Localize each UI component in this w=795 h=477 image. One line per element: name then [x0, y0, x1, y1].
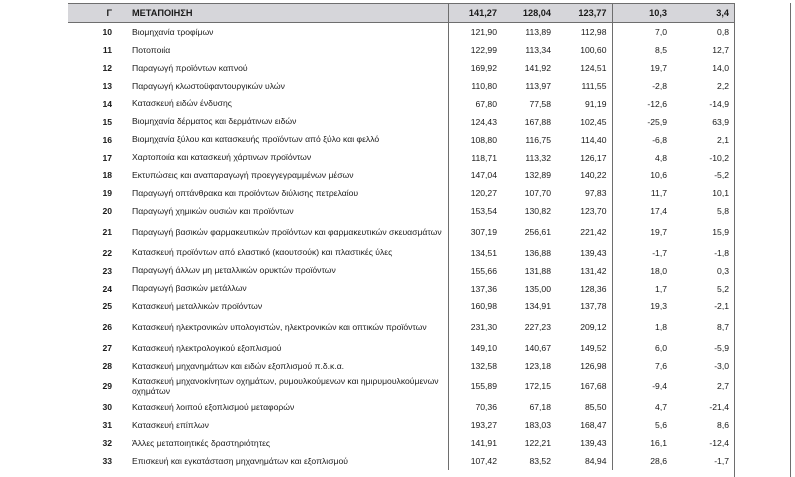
row-label: Κατασκευή ηλεκτρονικών υπολογιστών, ηλεκτρονικών και οπτικών προϊόντων: [118, 315, 448, 338]
table-row: [68, 113, 734, 131]
row-code: 15: [102, 116, 112, 127]
table-row: [68, 280, 734, 298]
row-change-2: -2,1: [714, 301, 729, 312]
row-change-1: -6,8: [612, 131, 672, 149]
row-code: 23: [102, 265, 112, 276]
row-code: 22: [102, 247, 112, 258]
row-label: Βιομηχανία ξύλου και κατασκευής προϊόντων από ξύλο και φελλό: [118, 131, 448, 149]
table-row: [68, 315, 734, 338]
row-change-2: 2,7: [717, 381, 729, 392]
row-label: Επισκευή και εγκατάσταση μηχανημάτων και εξοπλισμού: [118, 452, 448, 470]
row-label: Χαρτοποιία και κατασκευή χάρτινων προϊόντων: [118, 149, 448, 167]
column-divider: [790, 3, 791, 477]
row-value-2: 122,21: [524, 437, 551, 448]
row-value-3: 97,83: [584, 188, 607, 199]
row-value-3: 167,68: [580, 381, 607, 392]
row-label: Παραγωγή βασικών φαρμακευτικών προϊόντων και φαρμακευτικών σκευασμάτων: [118, 220, 448, 243]
row-label: Κατασκευή λοιπού εξοπλισμού μεταφορών: [118, 398, 448, 416]
row-value-1: 67,80: [475, 98, 497, 109]
row-value-1: 141,91: [470, 437, 497, 448]
row-value-3: 111,55: [581, 80, 607, 91]
row-value-1: 108,80: [470, 134, 497, 145]
row-value-2: 123,18: [524, 360, 551, 371]
row-code: 33: [102, 455, 112, 466]
section-code: Γ: [68, 4, 118, 23]
table-row: [68, 452, 734, 470]
row-value-3: 221,42: [580, 227, 607, 237]
row-code: 14: [102, 98, 112, 109]
row-change-1: -12,6: [612, 95, 672, 113]
table-row: [68, 416, 734, 434]
row-value-2: 113,34: [525, 44, 551, 55]
row-change-2: -1,7: [714, 455, 729, 466]
row-change-2: -3,0: [714, 360, 729, 371]
row-label: Κατασκευή επίπλων: [118, 416, 448, 434]
row-change-2: 8,7: [717, 322, 729, 333]
row-value-2: 140,67: [524, 342, 551, 353]
row-code: 29: [102, 381, 112, 392]
row-change-1: 16,1: [612, 434, 672, 452]
row-change-1: 28,6: [612, 452, 672, 470]
row-value-2: 135,00: [524, 283, 551, 294]
row-code: 12: [102, 62, 112, 73]
row-value-2: 172,15: [524, 381, 551, 392]
row-value-1: 124,43: [470, 116, 497, 127]
row-code: 31: [102, 420, 112, 431]
row-label: Κατασκευή μηχανοκίνητων οχημάτων, ρυμουλκούμενων και ημιρυμουλκούμενων οχημάτων: [118, 375, 448, 398]
row-value-2: 132,89: [524, 170, 551, 181]
row-value-2: 183,03: [524, 420, 551, 431]
row-label: Βιομηχανία τροφίμων: [118, 23, 448, 41]
row-change-1: -1,7: [612, 244, 672, 262]
row-value-1: 132,58: [470, 360, 497, 371]
row-value-2: 227,23: [524, 322, 551, 333]
row-change-2: 5,2: [717, 283, 729, 294]
row-value-3: 126,17: [580, 152, 607, 163]
row-label: Κατασκευή προϊόντων από ελαστικό (καουτσούκ) και πλαστικές ύλες: [118, 244, 448, 262]
row-label: Παραγωγή προϊόντων καπνού: [118, 59, 448, 77]
table-row: [68, 434, 734, 452]
row-code: 13: [102, 80, 112, 91]
row-change-2: -1,8: [714, 247, 729, 258]
table-row: [68, 95, 734, 113]
row-value-3: 112,98: [580, 26, 607, 37]
row-value-1: 160,98: [470, 301, 497, 312]
row-change-1: 17,4: [612, 202, 672, 220]
row-change-2: 0,3: [717, 265, 729, 276]
row-label: Βιομηχανία δέρματος και δερμάτινων ειδών: [118, 113, 448, 131]
row-value-3: 168,47: [580, 420, 607, 431]
row-value-2: 167,88: [524, 116, 551, 127]
row-code: 19: [102, 188, 112, 199]
row-change-2: -12,4: [709, 437, 729, 448]
table-row: [68, 131, 734, 149]
row-value-2: 113,32: [525, 152, 551, 163]
row-value-3: 140,22: [580, 170, 607, 181]
row-label: Κατασκευή ειδών ένδυσης: [118, 95, 448, 113]
row-change-1: 4,8: [612, 149, 672, 167]
row-value-1: 231,30: [470, 322, 497, 333]
row-value-3: 123,70: [580, 206, 607, 217]
section-value-3: 123,77: [556, 4, 612, 23]
row-value-3: 139,43: [580, 437, 607, 448]
row-value-2: 113,89: [525, 26, 551, 37]
row-value-3: 102,45: [580, 116, 607, 127]
row-value-1: 193,27: [470, 420, 497, 431]
table-row: [68, 41, 734, 59]
row-value-2: 67,18: [529, 402, 551, 413]
row-value-1: 149,10: [470, 342, 497, 353]
row-value-3: 100,60: [580, 44, 607, 55]
row-label: Κατασκευή μηχανημάτων και ειδών εξοπλισμού π.δ.κ.α.: [118, 357, 448, 375]
row-value-1: 120,27: [470, 188, 497, 199]
table-row: [68, 220, 734, 243]
row-value-2: 256,61: [524, 227, 551, 237]
row-value-1: 110,80: [471, 80, 497, 91]
row-value-1: 134,51: [470, 247, 497, 258]
row-value-3: 131,42: [580, 265, 607, 276]
section-value-2: 128,04: [502, 4, 556, 23]
row-label: Κατασκευή ηλεκτρολογικού εξοπλισμού: [118, 339, 448, 357]
row-code: 16: [102, 134, 112, 145]
row-change-1: 4,7: [612, 398, 672, 416]
row-value-2: 136,88: [524, 247, 551, 258]
table-row: [68, 262, 734, 280]
row-change-1: 5,6: [612, 416, 672, 434]
row-value-2: 113,97: [525, 80, 551, 91]
row-value-3: 85,50: [584, 402, 607, 413]
row-value-1: 155,89: [470, 381, 497, 392]
row-change-2: -10,2: [709, 152, 729, 163]
row-change-2: 2,2: [717, 80, 729, 91]
row-code: 21: [102, 227, 112, 237]
row-change-2: -14,9: [709, 98, 729, 109]
row-value-3: 84,94: [584, 455, 607, 466]
row-code: 26: [102, 322, 112, 333]
row-value-1: 169,92: [470, 62, 497, 73]
row-value-3: 139,43: [580, 247, 607, 258]
table-row: [68, 59, 734, 77]
row-value-3: 149,52: [580, 342, 607, 353]
row-label: Παραγωγή οπτάνθρακα και προϊόντων διύλισης πετρελαίου: [118, 184, 448, 202]
row-change-2: 2,1: [717, 134, 729, 145]
row-value-3: 124,51: [580, 62, 607, 73]
row-change-2: 63,9: [712, 116, 729, 127]
row-label: Ποτοποιία: [118, 41, 448, 59]
row-value-1: 118,71: [471, 152, 497, 163]
row-value-1: 137,36: [470, 283, 497, 294]
table-row: [68, 375, 734, 398]
section-change-1: 10,3: [612, 4, 672, 23]
section-title: ΜΕΤΑΠΟΙΗΣΗ: [118, 4, 448, 23]
row-change-2: 10,1: [712, 188, 729, 199]
manufacturing-index-table: [68, 3, 734, 470]
row-label: Κατασκευή μεταλλικών προϊόντων: [118, 298, 448, 316]
row-code: 27: [102, 342, 112, 353]
row-code: 28: [102, 360, 112, 371]
section-header-row: [68, 4, 734, 23]
table-row: [68, 149, 734, 167]
table-row: [68, 398, 734, 416]
row-change-1: 8,5: [612, 41, 672, 59]
row-change-2: 14,0: [712, 62, 729, 73]
row-change-1: 10,6: [612, 167, 672, 185]
table-row: [68, 184, 734, 202]
row-change-1: 19,7: [612, 220, 672, 243]
row-change-2: 15,9: [712, 227, 729, 237]
section-value-1: 141,27: [448, 4, 502, 23]
column-divider: [734, 3, 735, 477]
row-code: 30: [102, 402, 112, 413]
row-label: Παραγωγή άλλων μη μεταλλικών ορυκτών προϊόντων: [118, 262, 448, 280]
table-row: [68, 167, 734, 185]
row-change-1: -2,8: [612, 77, 672, 95]
row-change-1: 19,7: [612, 59, 672, 77]
row-code: 25: [102, 301, 112, 312]
row-change-1: 7,6: [612, 357, 672, 375]
row-change-1: -25,9: [612, 113, 672, 131]
row-value-2: 77,58: [529, 98, 551, 109]
row-change-1: 1,8: [612, 315, 672, 338]
row-value-2: 141,92: [524, 62, 551, 73]
row-code: 10: [102, 26, 112, 37]
row-value-2: 134,91: [524, 301, 551, 312]
table-row: [68, 357, 734, 375]
row-change-2: -5,2: [714, 170, 729, 181]
row-code: 20: [102, 206, 112, 217]
table-row: [68, 77, 734, 95]
row-value-1: 70,36: [475, 402, 497, 413]
row-change-1: 11,7: [612, 184, 672, 202]
row-value-2: 130,82: [524, 206, 551, 217]
row-value-3: 209,12: [580, 322, 607, 333]
row-label: Παραγωγή χημικών ουσιών και προϊόντων: [118, 202, 448, 220]
row-code: 11: [102, 44, 112, 55]
table-row: [68, 298, 734, 316]
table-row: [68, 244, 734, 262]
row-value-1: 147,04: [470, 170, 497, 181]
row-change-1: 1,7: [612, 280, 672, 298]
row-change-1: 7,0: [612, 23, 672, 41]
table-row: [68, 339, 734, 357]
row-change-2: 0,8: [717, 26, 729, 37]
row-value-3: 91,19: [584, 98, 607, 109]
row-label: Παραγωγή κλωστοϋφαντουργικών υλών: [118, 77, 448, 95]
row-value-2: 83,52: [529, 455, 551, 466]
row-value-2: 116,75: [525, 134, 551, 145]
table-body: [68, 23, 734, 470]
row-code: 24: [102, 283, 112, 294]
row-code: 18: [102, 170, 112, 181]
row-value-1: 307,19: [470, 227, 497, 237]
row-code: 32: [102, 437, 112, 448]
row-change-1: 18,0: [612, 262, 672, 280]
data-table-container: [68, 3, 734, 477]
row-value-1: 121,90: [470, 26, 497, 37]
row-label: Άλλες μεταποιητικές δραστηριότητες: [118, 434, 448, 452]
row-change-1: 6,0: [612, 339, 672, 357]
row-change-2: 8,6: [717, 420, 729, 431]
row-change-1: -9,4: [612, 375, 672, 398]
row-value-3: 126,98: [580, 360, 607, 371]
row-value-1: 155,66: [470, 265, 497, 276]
row-change-2: 5,8: [717, 206, 729, 217]
row-value-2: 107,70: [524, 188, 551, 199]
row-label: Εκτυπώσεις και αναπαραγωγή προεγγεγραμμένων μέσων: [118, 167, 448, 185]
table-row: [68, 202, 734, 220]
table-row: [68, 23, 734, 41]
row-value-3: 128,36: [580, 283, 607, 294]
row-change-2: 12,7: [712, 44, 729, 55]
row-change-2: -21,4: [709, 402, 729, 413]
section-change-2: 3,4: [672, 4, 734, 23]
row-value-3: 114,40: [580, 134, 607, 145]
row-value-2: 131,88: [524, 265, 551, 276]
row-value-1: 153,54: [470, 206, 497, 217]
row-value-1: 107,42: [470, 455, 497, 466]
row-code: 17: [102, 152, 112, 163]
row-value-1: 122,99: [470, 44, 497, 55]
row-value-3: 137,78: [580, 301, 607, 312]
row-change-2: -5,9: [714, 342, 729, 353]
row-change-1: 19,3: [612, 298, 672, 316]
row-label: Παραγωγή βασικών μετάλλων: [118, 280, 448, 298]
